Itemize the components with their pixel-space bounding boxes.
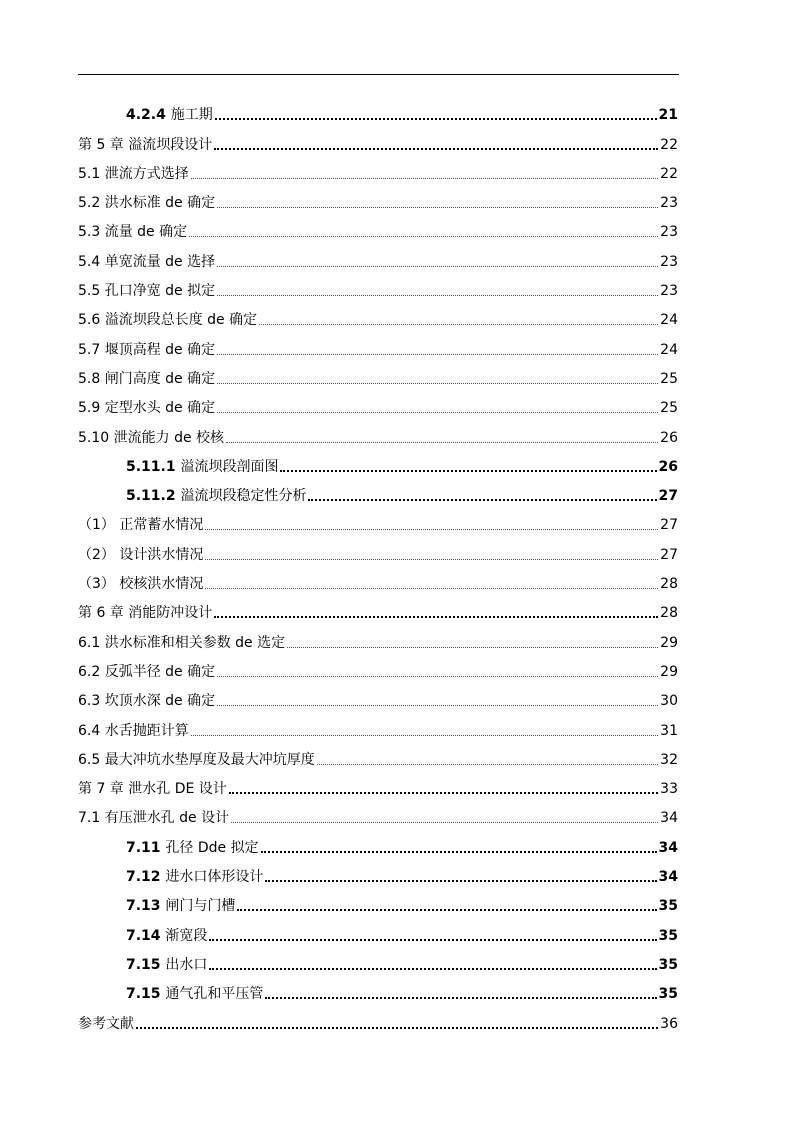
toc-page-number: 29 — [660, 634, 678, 651]
toc-dot-leader — [205, 559, 658, 560]
toc-entry-label — [78, 254, 217, 270]
toc-dot-leader — [231, 822, 658, 823]
toc-entry[interactable] — [78, 362, 678, 391]
toc-dot-leader — [265, 997, 656, 999]
toc-page-number: 21 — [658, 107, 678, 124]
toc-entry-number: 6.1 — [78, 634, 101, 651]
toc-entry-title: 反弧半径 de 确定 — [104, 663, 216, 680]
table-of-contents — [78, 98, 678, 1036]
toc-entry[interactable] — [78, 479, 678, 508]
toc-entry-label — [78, 810, 231, 826]
toc-entry-title: 消能防冲设计 — [128, 605, 213, 622]
toc-page-number: 27 — [660, 517, 678, 534]
toc-entry-title: 洪水标准 de 确定 — [104, 195, 216, 212]
toc-dot-leader — [217, 412, 658, 413]
toc-entry-label — [126, 107, 215, 123]
toc-entry-title: 闸门与门槽 — [165, 898, 236, 915]
toc-entry-label — [78, 430, 226, 446]
toc-entry-label — [78, 283, 217, 299]
toc-entry-label — [126, 928, 209, 944]
toc-entry-number: 7.12 — [126, 869, 161, 886]
toc-page-number: 35 — [658, 956, 678, 973]
toc-entry-title: 通气孔和平压管 — [165, 986, 264, 1003]
toc-entry-title: 渐宽段 — [165, 927, 208, 944]
toc-entry[interactable] — [78, 860, 678, 889]
toc-entry-number: 5.11.2 — [126, 488, 176, 505]
toc-entry[interactable] — [78, 1006, 678, 1035]
toc-entry-label — [78, 664, 217, 680]
toc-entry[interactable] — [78, 332, 678, 361]
toc-entry-title: 泄流方式选择 — [104, 165, 189, 182]
toc-entry[interactable] — [78, 420, 678, 449]
toc-entry-label — [78, 576, 205, 592]
toc-entry[interactable] — [78, 274, 678, 303]
toc-page-number: 35 — [658, 986, 678, 1003]
toc-dot-leader — [265, 880, 656, 882]
toc-dot-leader — [191, 735, 658, 736]
toc-entry[interactable] — [78, 596, 678, 625]
toc-entry[interactable] — [78, 948, 678, 977]
toc-entry-label — [126, 840, 261, 856]
toc-entry[interactable] — [78, 713, 678, 742]
toc-dot-leader — [205, 529, 658, 530]
toc-entry-number: 7.11 — [126, 839, 161, 856]
header-rule — [78, 74, 679, 75]
toc-entry-label — [78, 693, 217, 709]
toc-dot-leader — [229, 792, 658, 794]
toc-entry[interactable] — [78, 625, 678, 654]
toc-page-number: 23 — [660, 224, 678, 241]
toc-entry-label — [78, 723, 191, 739]
toc-dot-leader — [217, 383, 658, 384]
toc-entry-number: 5.3 — [78, 224, 101, 241]
toc-dot-leader — [205, 588, 658, 589]
toc-entry-label — [126, 898, 237, 914]
toc-entry-label — [78, 517, 205, 533]
toc-page-number: 29 — [660, 663, 678, 680]
toc-entry[interactable] — [78, 918, 678, 947]
toc-dot-leader — [217, 266, 658, 267]
toc-dot-leader — [217, 207, 658, 208]
toc-entry[interactable] — [78, 684, 678, 713]
toc-entry[interactable] — [78, 157, 678, 186]
toc-dot-leader — [226, 442, 658, 443]
toc-page-number: 27 — [660, 546, 678, 563]
toc-page-number: 36 — [660, 1015, 678, 1032]
toc-page-number: 26 — [658, 458, 678, 475]
toc-page-number: 23 — [660, 195, 678, 212]
toc-dot-leader — [217, 676, 658, 677]
toc-entry[interactable] — [78, 655, 678, 684]
toc-entry-title: 洪水标准和相关参数 de 选定 — [104, 634, 286, 651]
toc-page-number: 23 — [660, 283, 678, 300]
toc-entry[interactable] — [78, 567, 678, 596]
toc-page-number: 23 — [660, 253, 678, 270]
toc-entry-title: 定型水头 de 确定 — [104, 400, 216, 417]
toc-entry-number: 7.14 — [126, 927, 161, 944]
toc-entry[interactable] — [78, 244, 678, 273]
toc-entry-title: 孔径 Dde 拟定 — [165, 839, 259, 856]
toc-page-number: 25 — [660, 370, 678, 387]
toc-dot-leader — [217, 354, 658, 355]
toc-entry-title: 流量 de 确定 — [104, 224, 188, 241]
toc-dot-leader — [308, 499, 656, 501]
toc-dot-leader — [209, 968, 656, 970]
toc-page-number: 30 — [660, 693, 678, 710]
toc-entry-number: 4.2.4 — [126, 107, 166, 124]
toc-entry-title: 堰顶高程 de 确定 — [104, 341, 216, 358]
toc-entry-number: 5.10 — [78, 429, 110, 446]
toc-dot-leader — [215, 118, 657, 120]
toc-page-number: 28 — [660, 576, 678, 593]
toc-entry-title: 设计洪水情况 — [119, 546, 204, 563]
toc-page-number: 28 — [660, 605, 678, 622]
toc-entry-label — [78, 605, 214, 621]
toc-entry-title: 最大冲坑水垫厚度及最大冲坑厚度 — [104, 751, 315, 768]
toc-entry[interactable] — [78, 303, 678, 332]
toc-entry-label — [126, 459, 280, 475]
toc-entry[interactable] — [78, 889, 678, 918]
toc-dot-leader — [287, 647, 658, 648]
toc-entry[interactable] — [78, 98, 678, 127]
toc-entry[interactable] — [78, 127, 678, 156]
toc-entry-label — [126, 986, 265, 1002]
toc-page-number: 32 — [660, 751, 678, 768]
toc-entry[interactable] — [78, 391, 678, 420]
toc-page-number: 35 — [658, 927, 678, 944]
toc-entry[interactable] — [78, 450, 678, 479]
toc-entry-label — [78, 1016, 136, 1032]
toc-entry-title: 参考文献 — [78, 1015, 134, 1032]
toc-entry-title: 溢流坝段设计 — [128, 136, 213, 153]
toc-page-number: 35 — [658, 898, 678, 915]
toc-entry-number: 5.2 — [78, 195, 101, 212]
toc-entry[interactable] — [78, 215, 678, 244]
toc-entry-label — [78, 312, 259, 328]
toc-page-number: 34 — [658, 839, 678, 856]
toc-entry-label — [126, 488, 308, 504]
toc-page-number: 25 — [660, 400, 678, 417]
toc-entry[interactable] — [78, 977, 678, 1006]
toc-entry-label — [78, 781, 229, 797]
toc-page-number: 22 — [660, 136, 678, 153]
toc-entry-title: 溢流坝段稳定性分析 — [180, 488, 307, 505]
toc-entry-title: 施工期 — [170, 107, 213, 124]
toc-entry-number: 7.1 — [78, 810, 101, 827]
toc-page-number: 27 — [658, 488, 678, 505]
toc-entry-number: （2） — [78, 546, 115, 563]
toc-entry-label — [78, 635, 287, 651]
toc-entry-label — [78, 752, 317, 768]
toc-dot-leader — [217, 705, 658, 706]
toc-entry[interactable] — [78, 801, 678, 830]
toc-page-number: 34 — [658, 869, 678, 886]
toc-entry-number: 7.15 — [126, 986, 161, 1003]
toc-entry-title: 正常蓄水情况 — [119, 517, 204, 534]
toc-entry-title: 水舌抛距计算 — [104, 722, 189, 739]
toc-entry-number: 6.3 — [78, 693, 101, 710]
toc-entry-label — [78, 224, 189, 240]
toc-entry-number: 5.5 — [78, 283, 101, 300]
toc-dot-leader — [259, 324, 658, 325]
toc-entry-title: 进水口体形设计 — [165, 869, 264, 886]
toc-entry-number: 6.2 — [78, 663, 101, 680]
toc-dot-leader — [237, 909, 656, 911]
toc-dot-leader — [317, 764, 658, 765]
toc-entry-title: 校核洪水情况 — [119, 576, 204, 593]
toc-entry-label — [78, 342, 217, 358]
toc-entry-label — [126, 869, 265, 885]
toc-entry-label — [126, 957, 209, 973]
toc-entry-number: 第 7 章 — [78, 781, 124, 798]
toc-dot-leader — [261, 851, 657, 853]
toc-page-number: 34 — [660, 810, 678, 827]
toc-dot-leader — [214, 148, 658, 150]
toc-entry-label — [78, 371, 217, 387]
toc-entry[interactable] — [78, 186, 678, 215]
toc-entry[interactable] — [78, 772, 678, 801]
toc-entry[interactable] — [78, 508, 678, 537]
toc-page-number: 24 — [660, 312, 678, 329]
toc-page-number: 26 — [660, 429, 678, 446]
toc-dot-leader — [136, 1027, 658, 1029]
toc-entry[interactable] — [78, 830, 678, 859]
toc-entry-label — [78, 166, 191, 182]
toc-entry-title: 溢流坝段剖面图 — [180, 458, 279, 475]
toc-entry-title: 孔口净宽 de 拟定 — [104, 283, 216, 300]
toc-entry-number: 6.5 — [78, 751, 101, 768]
toc-entry-label — [78, 195, 217, 211]
toc-page-number: 24 — [660, 341, 678, 358]
toc-entry-title: 出水口 — [165, 956, 208, 973]
toc-entry-number: 6.4 — [78, 722, 101, 739]
toc-entry-title: 泄水孔 DE 设计 — [128, 781, 227, 798]
toc-entry-label — [78, 400, 217, 416]
toc-entry-number: 第 5 章 — [78, 136, 124, 153]
toc-entry-title: 溢流坝段总长度 de 确定 — [104, 312, 258, 329]
toc-entry-number: 5.8 — [78, 370, 101, 387]
toc-entry-title: 坎顶水深 de 确定 — [104, 693, 216, 710]
toc-page-number: 31 — [660, 722, 678, 739]
toc-page-number: 33 — [660, 781, 678, 798]
toc-dot-leader — [191, 178, 658, 179]
toc-entry-number: 5.11.1 — [126, 458, 176, 475]
toc-dot-leader — [209, 939, 656, 941]
toc-entry-number: 第 6 章 — [78, 605, 124, 622]
toc-entry-number: 5.7 — [78, 341, 101, 358]
toc-dot-leader — [189, 236, 658, 237]
toc-entry-number: （1） — [78, 517, 115, 534]
toc-entry[interactable] — [78, 743, 678, 772]
toc-dot-leader — [217, 295, 658, 296]
toc-entry[interactable] — [78, 537, 678, 566]
toc-entry-label — [78, 137, 214, 153]
toc-entry-label — [78, 547, 205, 563]
toc-entry-title: 闸门高度 de 确定 — [104, 370, 216, 387]
toc-entry-number: 5.1 — [78, 165, 101, 182]
toc-entry-number: 7.15 — [126, 956, 161, 973]
toc-entry-title: 单宽流量 de 选择 — [104, 253, 216, 270]
toc-entry-number: （3） — [78, 576, 115, 593]
toc-entry-title: 有压泄水孔 de 设计 — [104, 810, 230, 827]
toc-entry-number: 7.13 — [126, 898, 161, 915]
toc-dot-leader — [280, 470, 656, 472]
toc-entry-title: 泄流能力 de 校核 — [113, 429, 225, 446]
toc-entry-number: 5.6 — [78, 312, 101, 329]
toc-dot-leader — [214, 616, 658, 618]
toc-page-number: 22 — [660, 165, 678, 182]
toc-entry-number: 5.4 — [78, 253, 101, 270]
toc-entry-number: 5.9 — [78, 400, 101, 417]
